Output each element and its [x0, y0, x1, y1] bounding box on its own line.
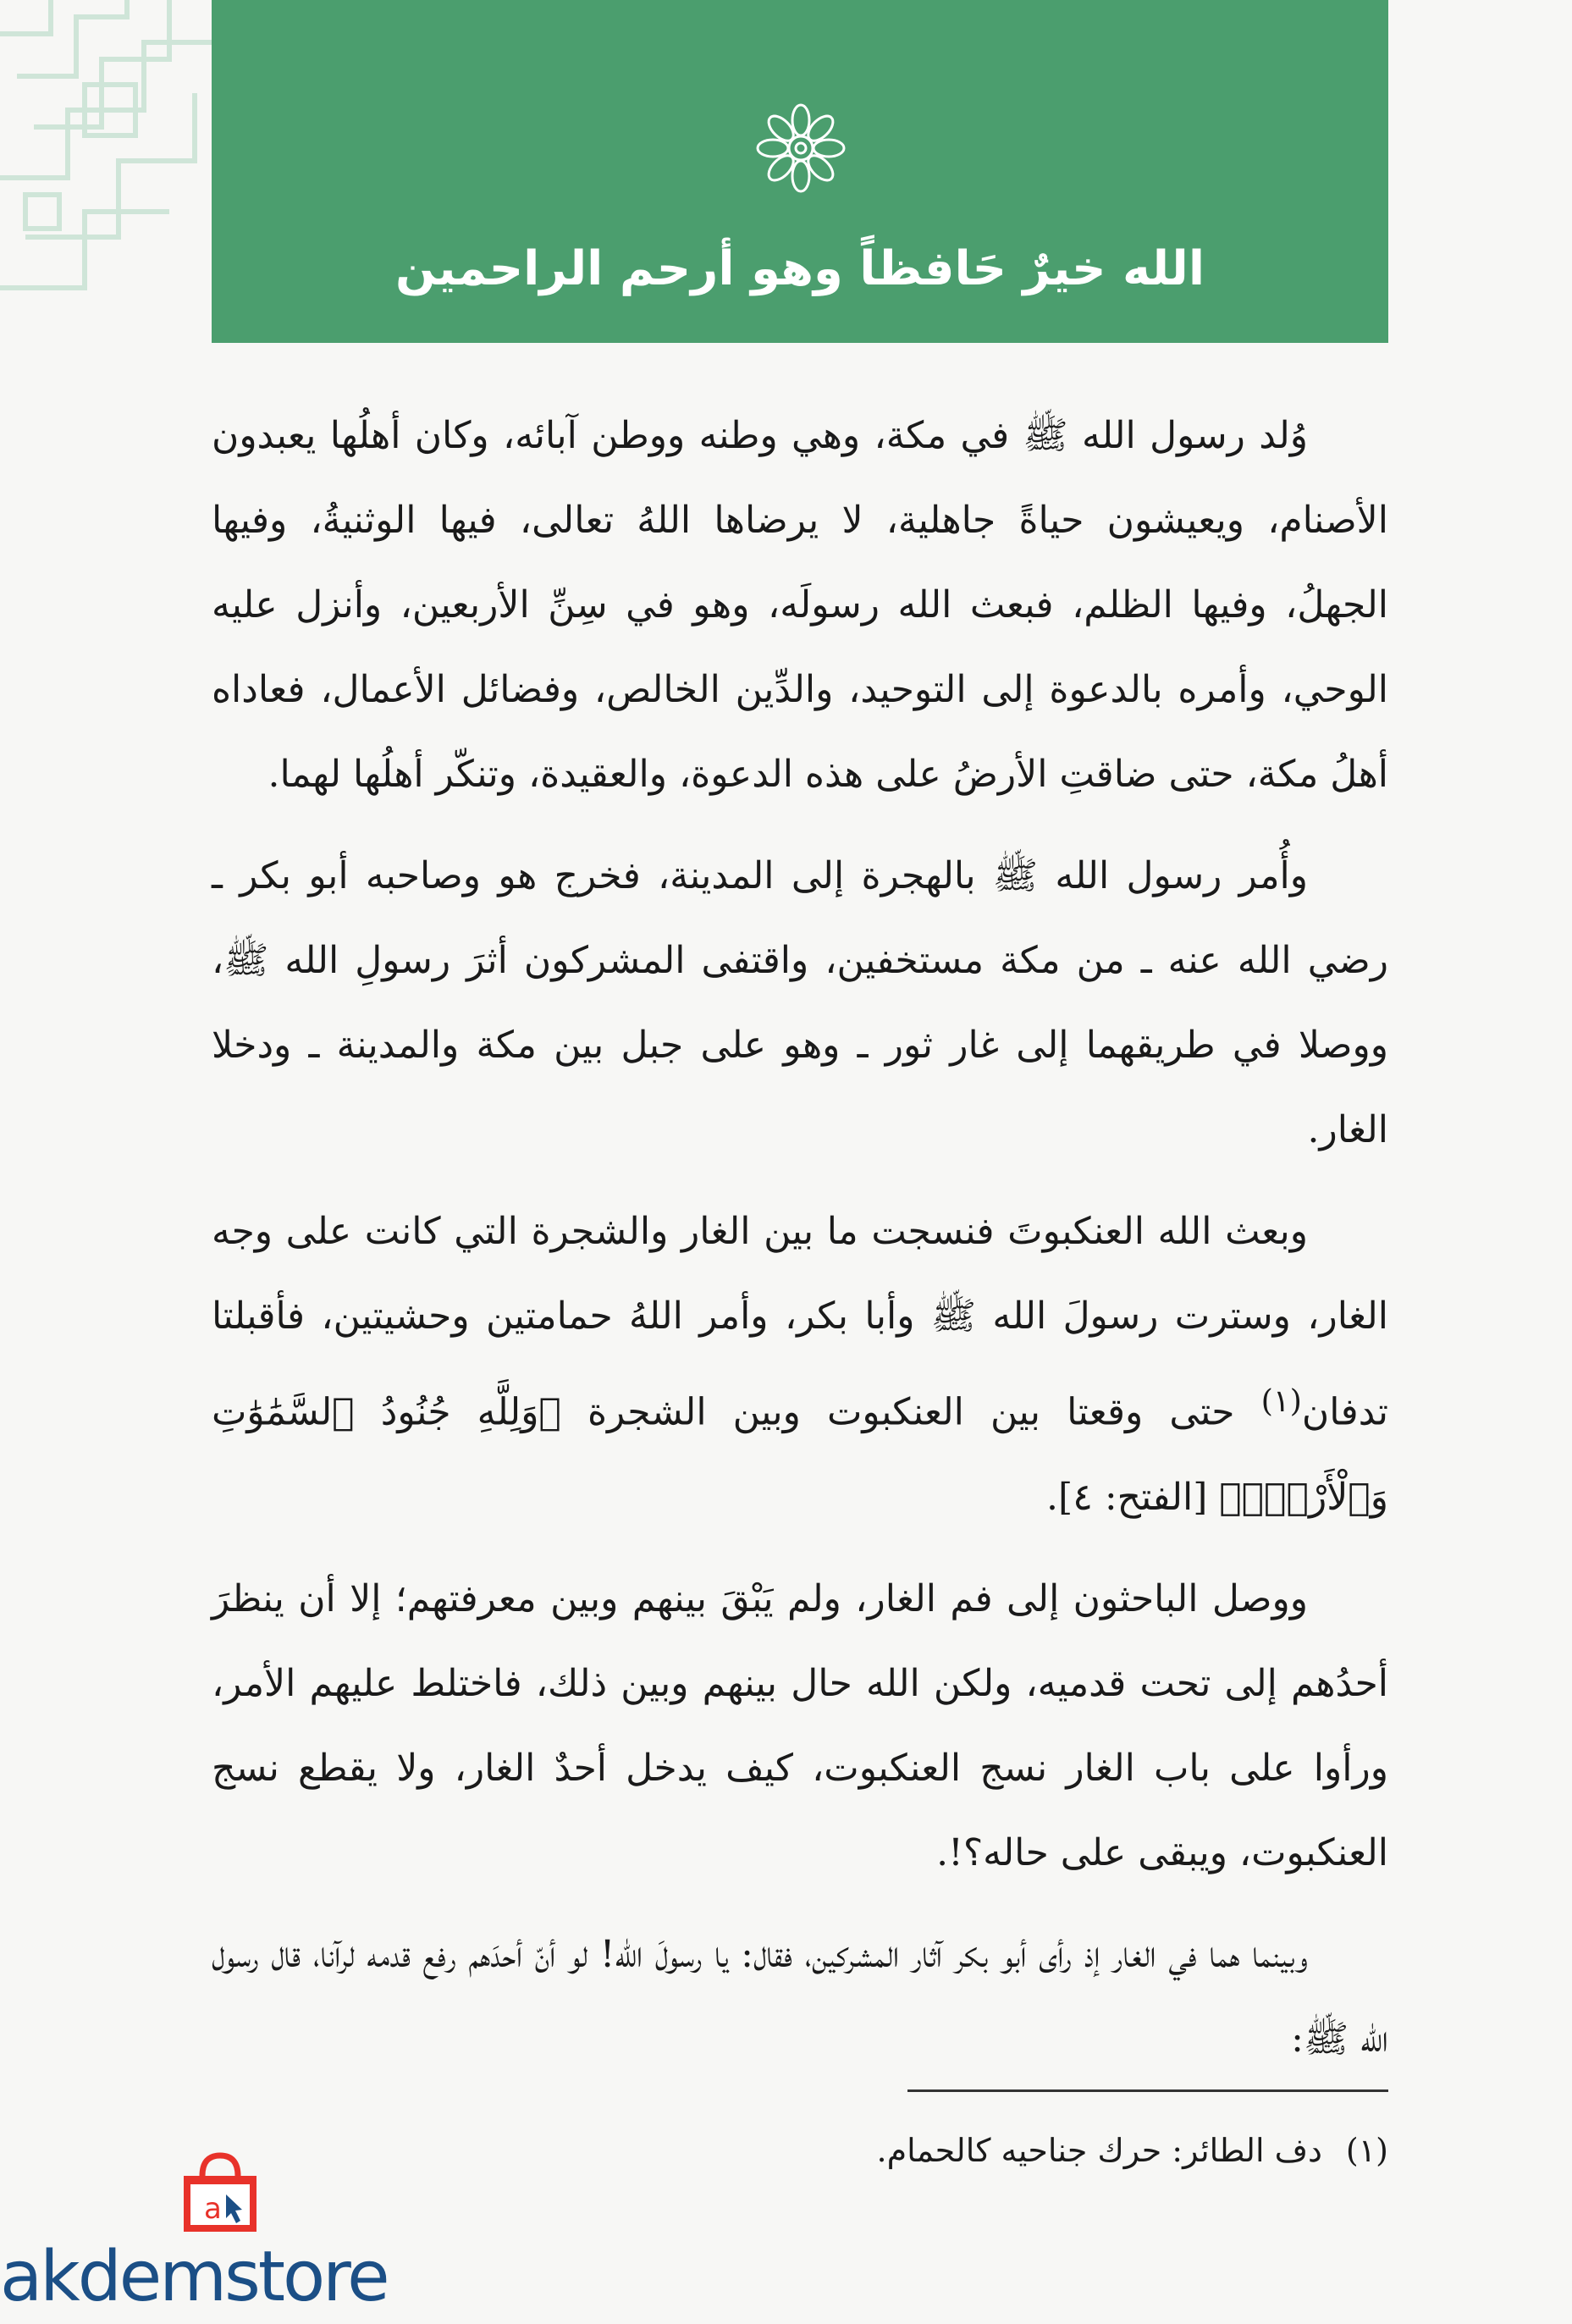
quran-verse: ﴿وَلِلَّهِ جُنُودُ ٱلسَّمَٰوَٰتِ وَٱلْأَرْضِۚ﴾ — [212, 1390, 1388, 1519]
paragraph-3-text: وبعث الله العنكبوتَ فنسجت ما بين الغار والشجرة التي كانت على وجه الغار، وسترت رسولَ الله ﷺ وأبا بكر، وأمر اللهُ حمامتين وحشيتين، فأقبلتا تدفان — [212, 1210, 1389, 1434]
paragraph-2: وأُمر رسول الله ﷺ بالهجرة إلى المدينة، فخرج هو وصاحبه أبو بكر ـ رضي الله عنه ـ من مكة مستخفين، واقتفى المشركون أثرَ رسولِ الله ﷺ، ووصلا في طريقهما إلى غار ثور ـ وهو على جبل بين مكة والمدينة ـ ودخلا الغار. — [212, 854, 1389, 1151]
paragraph-3-continuation: حتى وقعتا بين العنكبوت وبين الشجرة — [560, 1390, 1261, 1434]
main-text — [212, 394, 1388, 2082]
rosette-ornament-icon — [754, 102, 847, 195]
svg-text:a: a — [204, 2192, 222, 2226]
footnote-text: دف الطائر: حرك جناحيه كالحمام. — [876, 2132, 1322, 2169]
store-logo-icon — [175, 2150, 265, 2237]
footnote — [677, 2125, 1388, 2176]
decorative-pattern — [0, 0, 229, 305]
chapter-header — [212, 0, 1388, 343]
paragraph-3 — [212, 1190, 1388, 1540]
store-logo-text: akdemstore — [0, 2237, 388, 2317]
footnote-marker: (١) — [1260, 1383, 1302, 1419]
paragraph-4: ووصل الباحثون إلى فم الغار، ولم يَبْقَ بينهم وبين معرفتهم؛ إلا أن ينظرَ أحدُهم إلى تحت قدميه، ولكن الله حال بينهم وبين ذلك، فاختلط عليهم الأمر، ورأوا على باب الغار نسج العنكبوت، كيف يدخل أحدٌ الغار، ولا يقطع نسج العنكبوت، ويبقى على حاله؟!. — [212, 1576, 1388, 1874]
chapter-title: الله خيرٌ حَافظاً وهو أرحم الراحمين — [394, 241, 1205, 296]
verse-citation: [الفتح: ٤]. — [1046, 1475, 1220, 1519]
paragraph-5: وبينما هما في الغار إذ رأى أبو بكر آثار المشركين، فقال: يا رسولَ الله! لو أنّ أحدَهم رفع قدمه لرآنا، قال رسول الله ﷺ: — [212, 1932, 1388, 2061]
footnote-number: (١) — [1345, 2132, 1388, 2169]
paragraph-1: وُلد رسول الله ﷺ في مكة، وهي وطنه ووطن آبائه، وكان أهلُها يعبدون الأصنام، ويعيشون حياةً جاهلية، لا يرضاها اللهُ تعالى، فيها الوثنيةُ، وفيها الجهلُ، وفيها الظلم، فبعث الله رسولَه، وهو في سِنِّ الأربعين، وأنزل عليه الوحي، وأمره بالدعوة إلى التوحيد، والدِّين الخالص، وفضائل الأعمال، فعاداه أهلُ مكة، حتى ضاقتِ الأرضُ على هذه الدعوة، والعقيدة، وتنكّر أهلُها لهما. — [212, 414, 1388, 796]
footnote-divider — [907, 2089, 1388, 2092]
